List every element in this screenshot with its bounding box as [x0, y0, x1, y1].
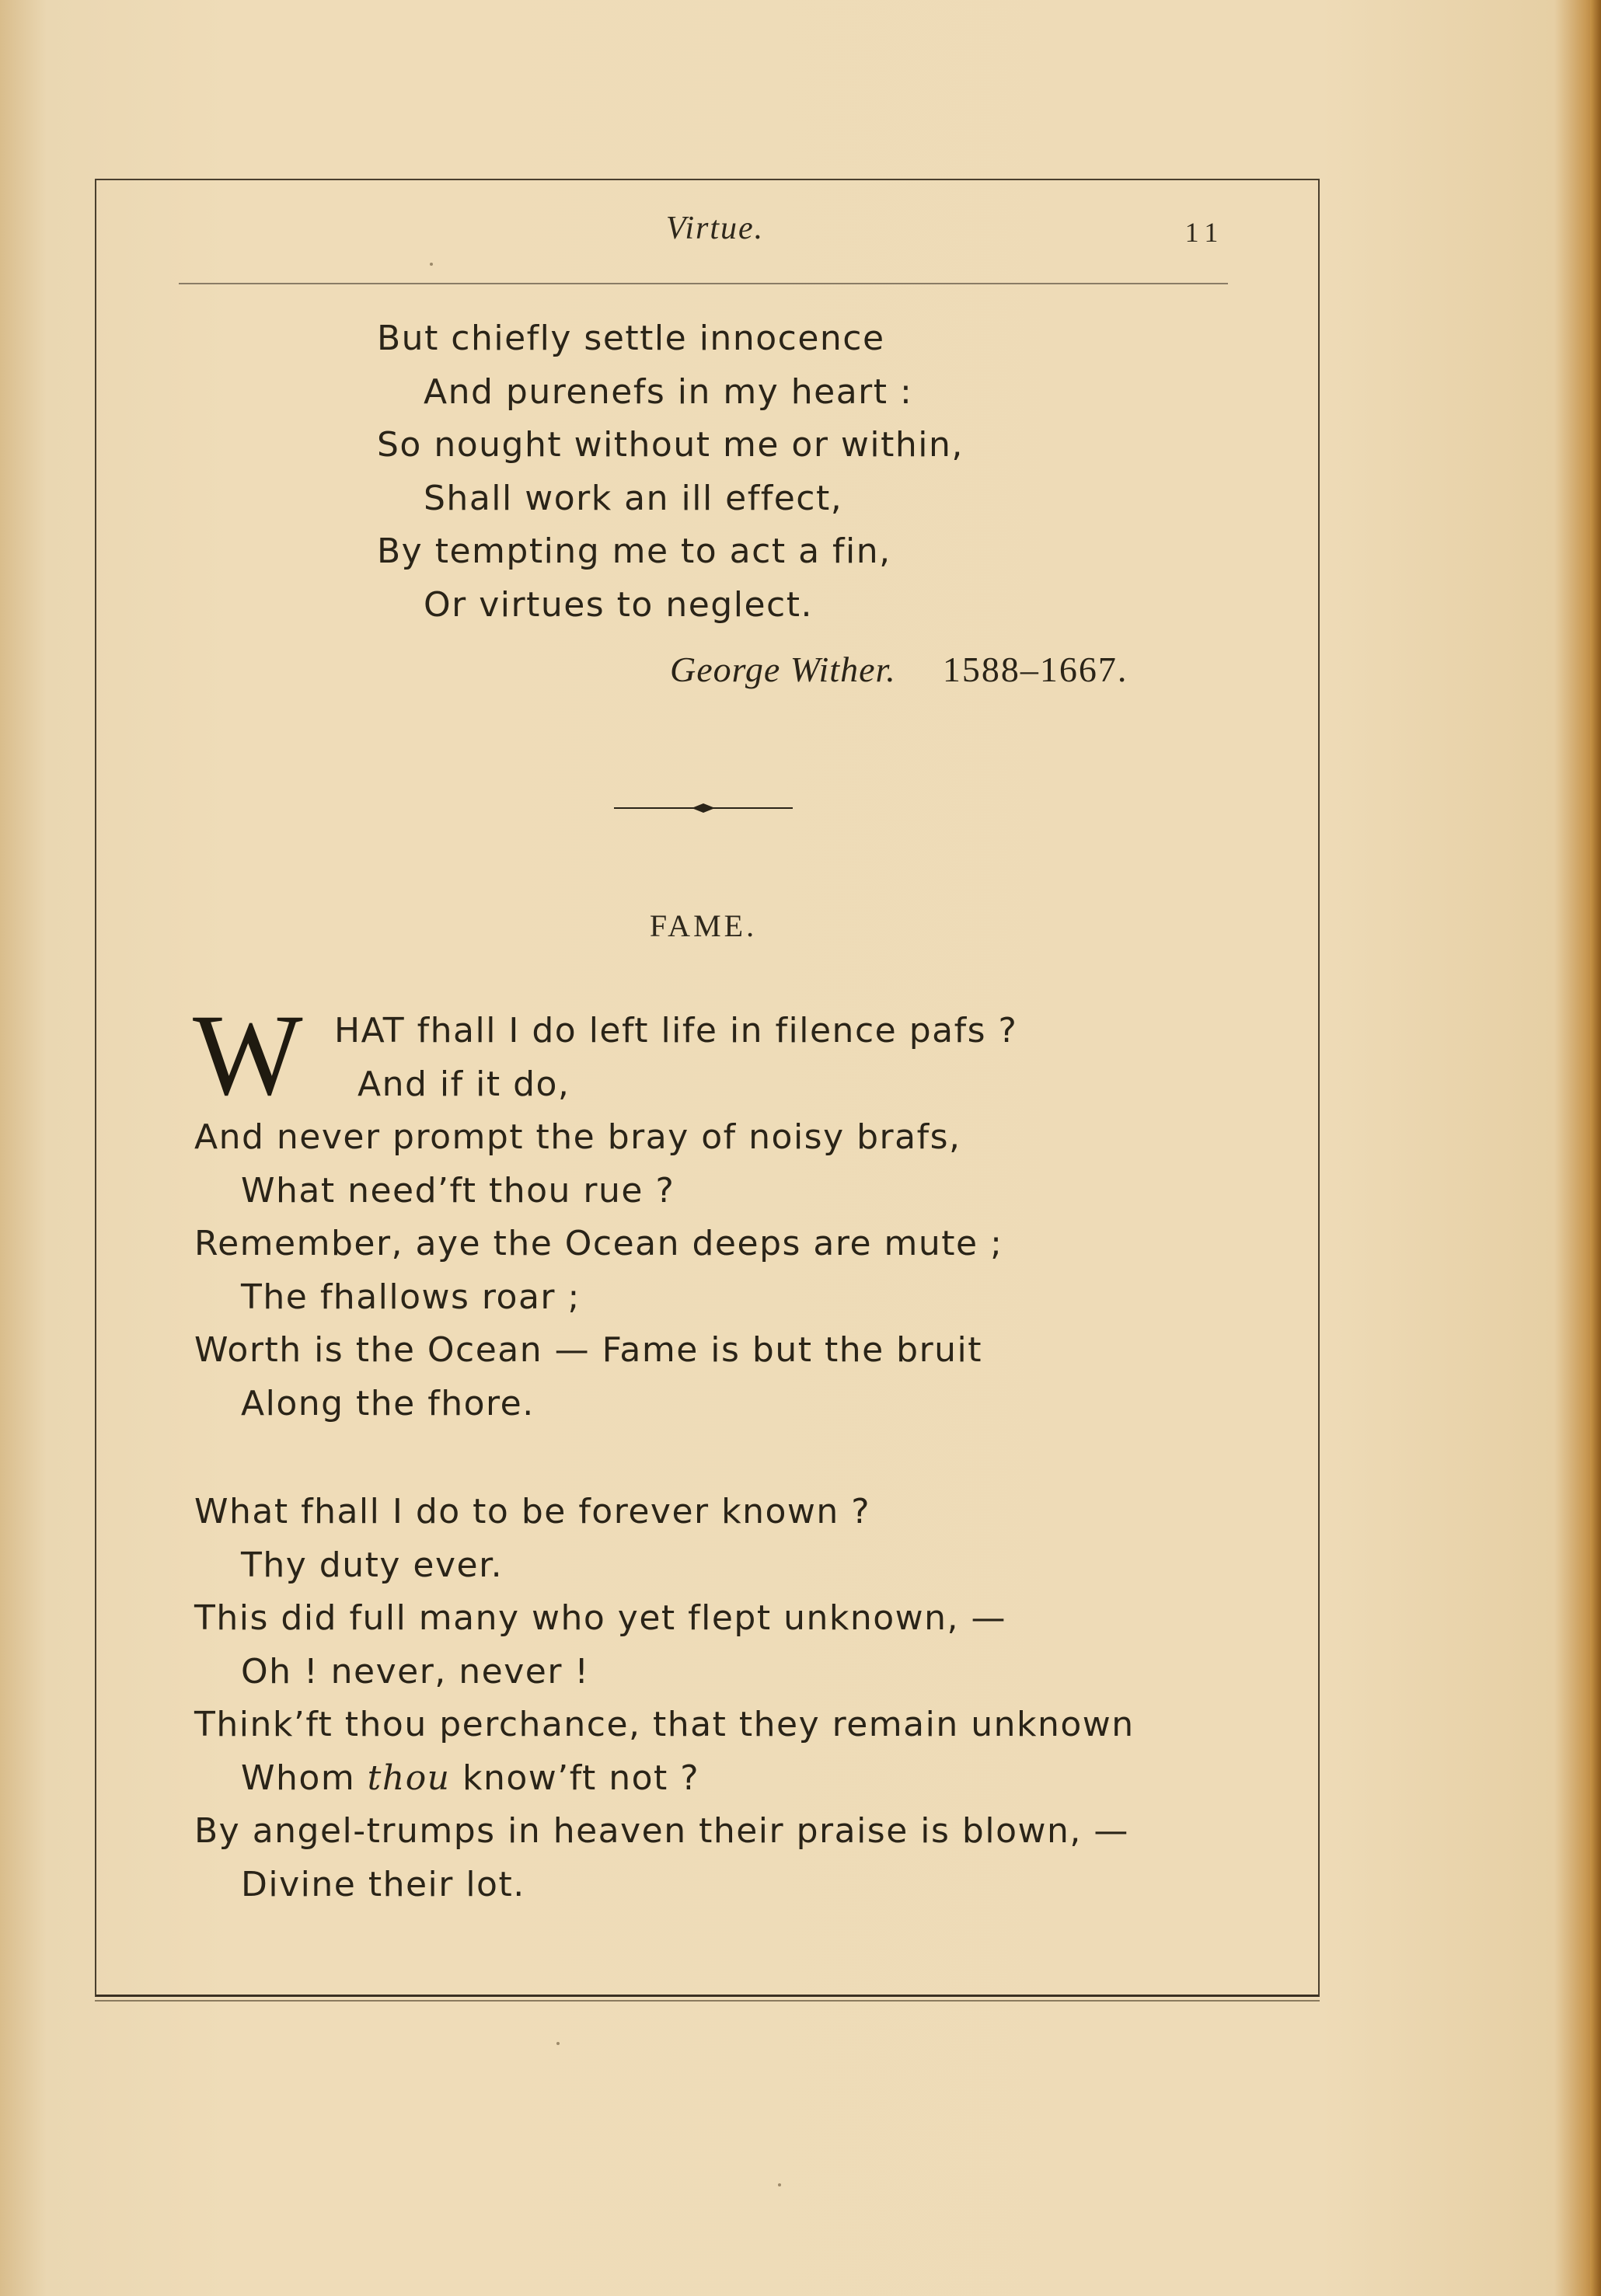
verse-line: Think’ft thou perchance, that they remain unknown	[194, 1705, 1135, 1744]
verse-line: Worth is the Ocean — Fame is but the bruit	[194, 1330, 983, 1370]
verse-line: Or virtues to neglect.	[424, 584, 813, 625]
drop-cap: W	[193, 991, 303, 1120]
poem2-body	[194, 1005, 1135, 1911]
verse-line: Thy duty ever.	[241, 1545, 504, 1585]
attribution	[670, 649, 1128, 690]
verse-line: Along the fhore.	[241, 1383, 535, 1423]
stanza-break	[194, 1430, 1135, 1486]
verse-line: What fhall I do to be forever known ?	[194, 1492, 871, 1531]
verse-line: By angel-trumps in heaven their praise is blown, —	[194, 1811, 1129, 1851]
verse-fragment: know’ft not ?	[450, 1758, 700, 1798]
verse-line: This did full many who yet flept unknown, —	[194, 1598, 1007, 1638]
verse-line: The fhallows roar ;	[241, 1277, 581, 1317]
header-rule	[179, 283, 1228, 284]
verse-line: And if it do,	[358, 1064, 570, 1104]
emphasized-word: thou	[367, 1758, 451, 1798]
verse-line: HAT fhall I do left life in filence pafs ?	[334, 1011, 1018, 1050]
verse-line: And purenefs in my heart :	[424, 371, 913, 412]
poem-title: FAME.	[649, 908, 758, 943]
running-title: Virtue.	[665, 211, 765, 246]
verse-line: Divine their lot.	[241, 1864, 525, 1904]
verse-line: Remember, aye the Ocean deeps are mute ;	[194, 1224, 1003, 1263]
verse-line: So nought without me or within,	[377, 425, 964, 465]
book-edge	[1590, 0, 1601, 2296]
frame-bottom-rule	[95, 2000, 1320, 2002]
verse-line: By tempting me to act a fin,	[377, 531, 891, 571]
verse-line: Oh ! never, never !	[241, 1651, 590, 1692]
verse-fragment: Whom	[241, 1758, 368, 1798]
author-name: George Wither.	[670, 650, 896, 689]
page-number: 11	[1184, 217, 1225, 248]
author-dates: 1588–1667.	[942, 650, 1128, 689]
ornament-divider-icon	[614, 793, 793, 824]
verse-line: But chiefly settle innocence	[377, 319, 885, 358]
poem1-ending	[377, 312, 964, 632]
verse-line: What need’ft thou rue ?	[241, 1170, 675, 1211]
verse-line: And never prompt the bray of noisy brafs,	[194, 1117, 961, 1157]
verse-line	[194, 1752, 1135, 1806]
verse-line: Shall work an ill effect,	[424, 478, 843, 518]
